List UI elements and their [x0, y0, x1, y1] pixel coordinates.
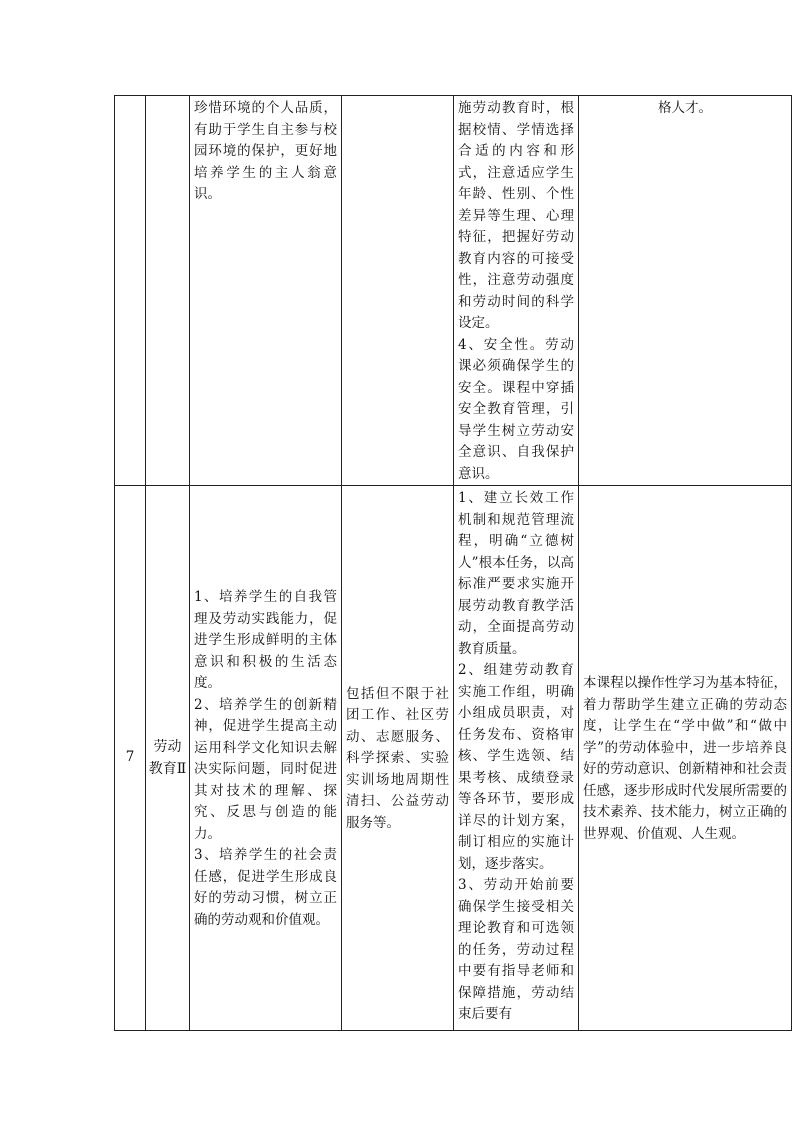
course-name-cell — [146, 486, 190, 1031]
result-cell — [579, 96, 792, 486]
course-number: 7 — [125, 749, 135, 766]
content-cell — [342, 486, 454, 1031]
goals-cell — [190, 486, 342, 1031]
goal-text: 3、培养学生的社会责任感，促进学生形成良好的劳动习惯，树立正确的劳动观和价值观。 — [194, 847, 337, 928]
table-row — [115, 486, 792, 1031]
goal-text: 2、培养学生的创新精神，促进学生提高主动运用科学文化知识去解决实际问题，同时促进其对技术的理解、探究、反思与创造的能力。 — [194, 696, 337, 842]
method-text: 3、劳动开始前要确保学生接受相关理论教育和可选领的任务，劳动过程中要有指导老师和保障措施，劳动结束后要有 — [458, 877, 574, 1022]
table-row — [115, 96, 792, 486]
goal-text: 1、培养学生的自我管理及劳动实践能力，促进学生形成鲜明的主体意识和积极的生活态度。 — [194, 589, 337, 691]
result-text: 格人才。 — [658, 100, 712, 116]
content-cell — [342, 96, 454, 486]
course-table — [114, 95, 792, 1031]
course-number-cell — [115, 96, 146, 486]
course-number-cell — [115, 486, 146, 1031]
methods-cell — [454, 96, 579, 486]
method-text: 施劳动教育时，根据校情、学情选择合适的内容和形式，注意适应学生年龄、性别、个性差异等生理、心理特征，把握好劳动教育内容的可接受性，注意劳动强度和劳动时间的科学设定。 — [458, 100, 574, 331]
method-text: 4、安全性。劳动课必须确保学生的安全。课程中穿插安全教育管理，引导学生树立劳动安全意识、自我保护意识。 — [458, 336, 574, 482]
course-name: 劳动教育Ⅱ — [148, 739, 187, 777]
result-cell — [579, 486, 792, 1031]
method-text: 2、组建劳动教育实施工作组，明确小组成员职责，对任务发布、资格审核、学生选领、结果考核、成绩登录等各环节，要形成详尽的计划方案，制订相应的实施计划，逐步落实。 — [458, 662, 574, 872]
goals-cell — [190, 96, 342, 486]
course-name-cell — [146, 96, 190, 486]
method-text: 1、建立长效工作机制和规范管理流程，明确“立德树人”根本任务，以高标准严要求实施开展劳动教育教学活动，全面提高劳动教育质量。 — [458, 490, 574, 657]
goal-text: 珍惜环境的个人品质，有助于学生自主参与校园环境的保护，更好地培养学生的主人翁意识。 — [194, 100, 337, 202]
content-text: 包括但不限于社团工作、社区劳动、志愿服务、科学探索、实验实训场地周期性清扫、公益劳动服务等。 — [346, 685, 449, 831]
methods-cell — [454, 486, 579, 1031]
result-text: 本课程以操作性学习为基本特征，着力帮助学生建立正确的劳动态度，让学生在“学中做”和“做中学”的劳动体验中，进一步培养良好的劳动意识、创新精神和社会责任感，逐步形成时代发展所需要的技术素养、技术能力，树立正确的世界观、价值观、人生观。 — [583, 675, 787, 842]
